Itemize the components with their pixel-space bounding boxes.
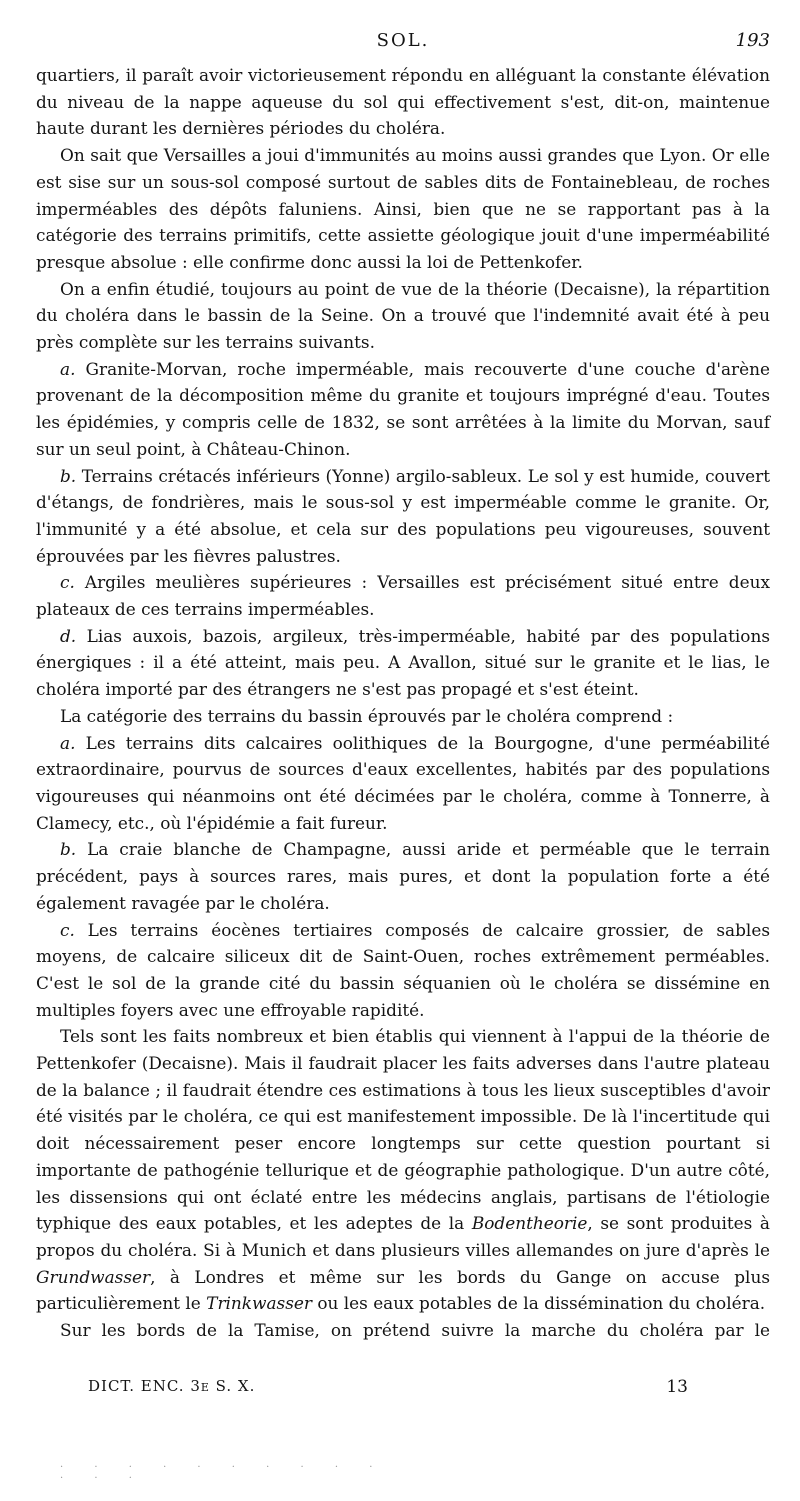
item-text: Argiles meulières supérieures : Versailles est précisément situé entre deux plateaux de ces terrains imperméables.: [36, 572, 770, 620]
enumerated-paragraph: [36, 730, 770, 837]
enumerated-paragraph: [36, 836, 770, 916]
italic-term: Trinkwasser: [206, 1293, 312, 1314]
text-segment: Tels sont les faits nombreux et bien établis qui viennent à l'appui de la théorie de Pettenkofer (Decaisne). Mais il faudrait placer les faits adverses dans l'autre plateau de la balance ; il faudrait étendre ces estimations à tous les lieux susceptibles d'avoir été visités par le choléra, ce qui est manifestement impossible. De là l'incertitude qui doit nécessairement peser encore longtemps sur cette question pourtant si importante de pathogénie tellurique et de géographie pathologique. D'un autre côté, les dissensions qui ont éclaté entre les médecins anglais, partisans de l'étiologie typhique des eaux potables, et les adeptes de la: [36, 1026, 770, 1234]
bottom-dots-decoration: · · · · · · · · · · · · ·: [60, 1462, 387, 1484]
running-title: SOL.: [376, 30, 430, 51]
printer-signature: DICT. ENC. 3e S. X.: [88, 1377, 256, 1395]
item-letter: d.: [60, 625, 77, 646]
item-letter: b.: [60, 465, 77, 486]
item-letter: c.: [60, 919, 75, 940]
item-letter: c.: [60, 572, 75, 593]
item-letter: a.: [60, 732, 76, 753]
page-footer: [88, 1377, 688, 1401]
enumerated-paragraph: [36, 463, 770, 570]
running-header: [36, 30, 770, 56]
enumerated-paragraph: [36, 569, 770, 622]
text-segment: , à Londres et même sur les bords du Gange on accuse plus particulièrement le: [36, 1266, 770, 1314]
item-letter: a.: [60, 358, 76, 379]
italic-term: Grundwasser: [36, 1266, 151, 1287]
paragraph: quartiers, il paraît avoir victorieusement répondu en alléguant la constante élévation du niveau de la nappe aqueuse du sol qui effectivement s'est, dit-on, maintenue haute durant les dernières périodes du choléra.: [36, 65, 770, 139]
item-letter: b.: [60, 839, 77, 860]
item-text: Granite-Morvan, roche imperméable, mais recouverte d'une couche d'arène provenant de la décomposition même du granite et toujours imprégné d'eau. Toutes les épidémies, y compris celle de 1832, se sont arrêtées à la limite du Morvan, sauf sur un seul point, à Château-Chinon.: [36, 358, 770, 459]
item-text: Lias auxois, bazois, argileux, très-imperméable, habité par des populations énergiques : il a été atteint, mais peu. A Avallon, situé sur le granite et le lias, le choléra importé par des étrangers ne s'est pas propagé et s'est éteint.: [36, 625, 770, 700]
paragraph: La catégorie des terrains du bassin éprouvés par le choléra comprend :: [60, 705, 674, 726]
paragraph: On a enfin étudié, toujours au point de vue de la théorie (Decaisne), la répartition du choléra dans le bassin de la Seine. On a trouvé que l'indemnité avait été à peu près complète sur les terrains suivants.: [36, 278, 770, 353]
item-text: La craie blanche de Champagne, aussi aride et perméable que le terrain précédent, pays à sources rares, mais pures, et dont la population forte a été également ravagée par le choléra.: [36, 839, 770, 913]
item-text: Terrains crétacés inférieurs (Yonne) argilo-sableux. Le sol y est humide, couvert d'étangs, de fondrières, mais le sous-sol y est imperméable comme le granite. Or, l'immunité y a été absolue, et cela sur des populations peu vigoureuses, souvent éprouvées par les fièvres palustres.: [36, 465, 770, 566]
item-text: Les terrains éocènes tertiaires composés de calcaire grossier, de sables moyens, de calcaire siliceux dit de Saint-Ouen, roches extrêmement perméables. C'est le sol de la grande cité du bassin séquanien où le choléra se dissémine en multiples foyers avec une effroyable rapidité.: [36, 919, 770, 1020]
item-text: Les terrains dits calcaires oolithiques de la Bourgogne, d'une perméabilité extraordinaire, pourvus de sources d'eaux excellentes, habités par des populations vigoureuses qui néanmoins ont été décimées par le choléra, comme à Tonnerre, à Clamecy, etc., où l'épidémie a fait fureur.: [36, 732, 770, 833]
body-text: [36, 62, 770, 1344]
text-segment: ou les eaux potables de la dissémination du choléra.: [311, 1293, 766, 1314]
sheet-number: 13: [666, 1377, 688, 1397]
text-segment: , se sont produites à propos du choléra. Si à Munich et dans plusieurs villes allemandes on jure d'après le: [36, 1213, 770, 1260]
paragraph: Sur les bords de la Tamise, on prétend suivre la marche du choléra par le: [60, 1320, 770, 1341]
page-number: 193: [735, 30, 770, 51]
enumerated-paragraph: [36, 356, 770, 463]
paragraph: [36, 1023, 770, 1317]
enumerated-paragraph: [36, 917, 770, 1024]
paragraph: On sait que Versailles a joui d'immunités au moins aussi grandes que Lyon. Or elle est sise sur un sous-sol composé surtout de sables dits de Fontainebleau, de roches imperméables des dépôts faluniens. Ainsi, bien que ne se rapportant pas à la catégorie des terrains primitifs, cette assiette géologique jouit d'une imperméabilité presque absolue : elle confirme donc aussi la loi de Pettenkofer.: [36, 145, 770, 272]
enumerated-paragraph: [36, 623, 770, 703]
italic-term: Bodentheorie: [471, 1213, 588, 1234]
